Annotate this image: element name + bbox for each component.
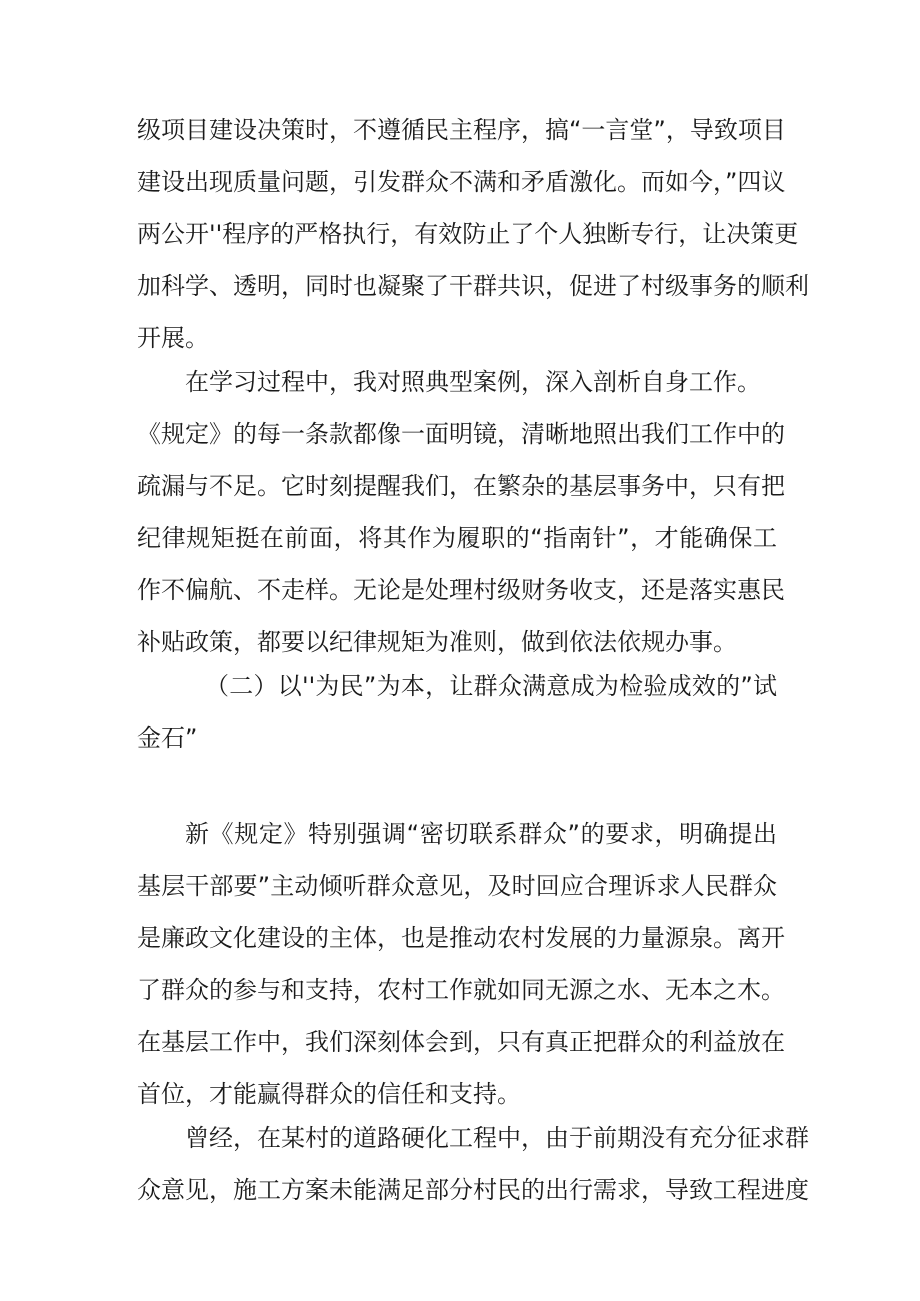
- text-line: 基层干部要”主动倾听群众意见，及时回应合理诉求人民群众: [137, 872, 777, 900]
- section-heading: [137, 660, 777, 764]
- text-line: 是廉政文化建设的主体，也是推动农村发展的力量源泉。离开: [137, 924, 785, 952]
- text-line: 级项目建设决策时，不遵循民主程序，搞“一言堂”，导致项目: [137, 116, 786, 144]
- text-line: 在基层工作中，我们深刻体会到，只有真正把群众的利益放在: [137, 1028, 785, 1056]
- text-line: 纪律规矩挺在前面，将其作为履职的“指南针”，才能确保工: [137, 524, 777, 552]
- text-line: 两公开''程序的严格执行，有效防止了个人独断专行，让决策更: [137, 220, 799, 248]
- heading-line: 金石”: [137, 724, 198, 752]
- paragraph-2: [137, 356, 785, 668]
- paragraph-4: [137, 1112, 809, 1216]
- text-line: 了群众的参与和支持，农村工作就如同无源之水、无本之木。: [137, 976, 785, 1004]
- text-line: 曾经，在某村的道路硬化工程中，由于前期没有充分征求群: [185, 1124, 809, 1152]
- text-line: 《规定》的每一条款都像一面明镜，清晰地照出我们工作中的: [137, 420, 785, 448]
- paragraph-3: [137, 808, 785, 1120]
- text-line: 建设出现质量问题，引发群众不满和矛盾激化。而如今，”四议: [137, 168, 786, 196]
- text-line: 疏漏与不足。它时刻提醒我们，在繁杂的基层事务中，只有把: [137, 472, 785, 500]
- text-line: 加科学、透明，同时也凝聚了干群共识，促进了村级事务的顺利: [137, 272, 809, 300]
- heading-line: （二）以''为民”为本，让群众满意成为检验成效的”试: [205, 672, 777, 700]
- text-line: 在学习过程中，我对照典型案例，深入剖析自身工作。: [185, 368, 761, 396]
- paragraph-1: [137, 104, 809, 364]
- text-line: 补贴政策，都要以纪律规矩为准则，做到依法依规办事。: [137, 628, 737, 656]
- text-line: 开展。: [137, 324, 209, 352]
- text-line: 众意见，施工方案未能满足部分村民的出行需求，导致工程进度: [137, 1176, 809, 1204]
- text-line: 作不偏航、不走样。无论是处理村级财务收支，还是落实惠民: [137, 576, 785, 604]
- text-line: 首位，才能赢得群众的信任和支持。: [137, 1080, 521, 1108]
- text-line: 新《规定》特别强调“密切联系群众”的要求，明确提出: [185, 820, 777, 848]
